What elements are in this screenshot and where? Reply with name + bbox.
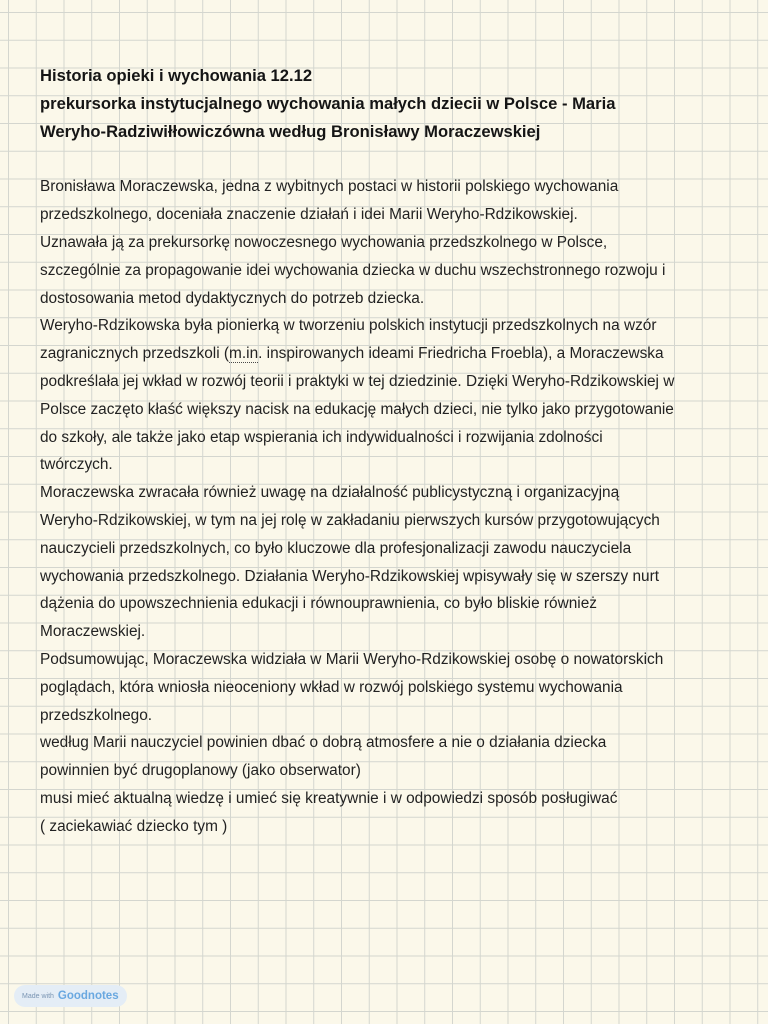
badge-brand-label: Goodnotes [57, 990, 119, 1002]
body-line: Weryho-Rdzikowskiej, w tym na jej rolę w zakładaniu pierwszych kursów przygotowujących [40, 511, 660, 529]
body-line: Moraczewskiej. [40, 623, 146, 641]
title-line: Weryho-Radziwiłłowiczówna według Bronisławy Moraczewskiej [40, 121, 541, 141]
body-line: według Marii nauczyciel powinien dbać o dobrą atmosfere a nie o działania dziecka [40, 734, 607, 752]
body-line: przedszkolnego, doceniała znaczenie działań i idei Marii Weryho-Rdzikowskiej. [40, 206, 578, 224]
title-line: prekursorka instytucjalnego wychowania małych dziecii w Polsce - Maria [40, 93, 616, 113]
title-line: Historia opieki i wychowania 12.12 [40, 66, 313, 85]
body-line: Weryho-Rdzikowska była pionierką w tworzeniu polskich instytucji przedszkolnych na wzór [40, 317, 657, 335]
note-title [40, 62, 740, 145]
made-with-goodnotes-badge[interactable] [14, 985, 127, 1007]
body-line: szczególnie za propagowanie idei wychowania dziecka w duchu wszechstronnego rozwoju i [40, 261, 666, 279]
body-line: wychowania przedszkolnego. Działania Weryho-Rdzikowskiej wpisywały się w szerszy nurt [40, 567, 659, 585]
spellcheck-marked-word[interactable]: m.in [229, 345, 259, 363]
note-body [40, 173, 740, 840]
body-line: poglądach, która wniosła nieoceniony wkład w rozwój polskiego systemu wychowania [40, 678, 623, 696]
body-line: do szkoły, ale także jako etap wspierania ich indywidualności i rozwijania zdolności [40, 428, 603, 446]
body-line-segment: zagranicznych przedszkoli ( [40, 345, 230, 363]
body-line: powinnien być drugoplanowy (jako obserwator) [40, 762, 361, 780]
body-line [40, 340, 740, 368]
body-line: Podsumowując, Moraczewska widziała w Marii Weryho-Rdzikowskiej osobę o nowatorskich [40, 650, 664, 668]
body-line: Moraczewska zwracała również uwagę na działalność publicystyczną i organizacyjną [40, 484, 620, 502]
body-line: przedszkolnego. [40, 706, 153, 724]
body-line-segment: . inspirowanych ideami Friedricha Froebla), a Moraczewska [258, 345, 664, 363]
body-line: ( zaciekawiać dziecko tym ) [40, 817, 228, 835]
body-line: podkreślała jej wkład w rozwój teorii i praktyki w tej dziedzinie. Dzięki Weryho-Rdzikowskiej w [40, 372, 675, 390]
body-line: Bronisława Moraczewska, jedna z wybitnych postaci w historii polskiego wychowania [40, 178, 619, 196]
body-line: Polsce zaczęto kłaść większy nacisk na edukację małych dzieci, nie tylko jako przygotowanie [40, 400, 674, 418]
body-line: dążenia do upowszechnienia edukacji i równouprawnienia, co było bliskie również [40, 595, 597, 613]
badge-made-with-label: Made with [22, 992, 54, 1000]
note-page [40, 62, 740, 841]
body-line: dostosowania metod dydaktycznych do potrzeb dziecka. [40, 289, 425, 307]
body-line: twórczych. [40, 456, 113, 474]
body-line: Uznawała ją za prekursorkę nowoczesnego wychowania przedszkolnego w Polsce, [40, 233, 608, 251]
body-line: musi mieć aktualną wiedzę i umieć się kreatywnie i w odpowiedzi sposób posługiwać [40, 789, 618, 807]
body-line: nauczycieli przedszkolnych, co było kluczowe dla profesjonalizacji zawodu nauczyciela [40, 539, 632, 557]
